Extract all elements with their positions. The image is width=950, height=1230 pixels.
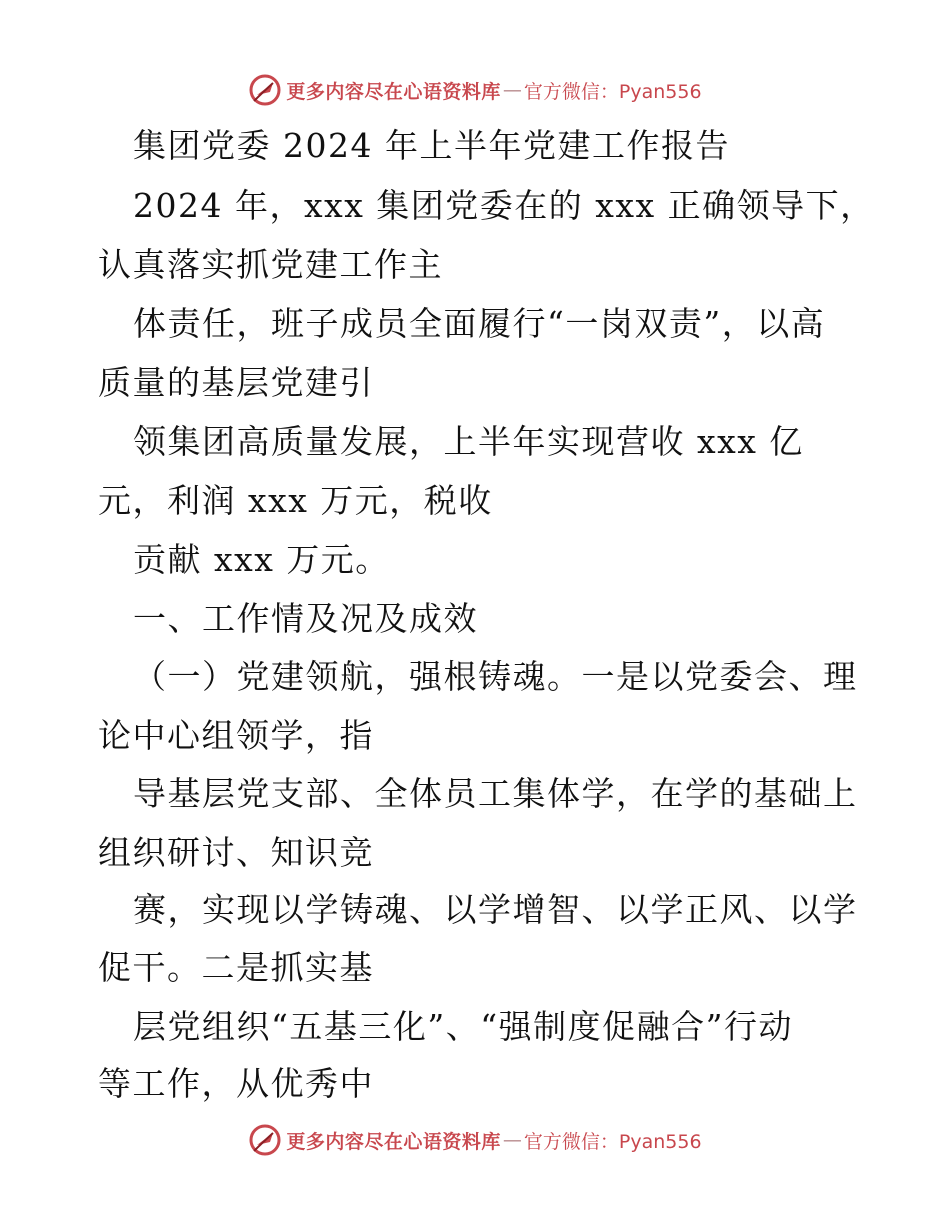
paragraph-line: 促干。二是抓实基 (98, 948, 374, 987)
paragraph-line: （一）党建领航，强根铸魂。一是以党委会、理 (133, 657, 858, 696)
logo-icon (248, 1123, 282, 1157)
banner-wechat: 官方微信：Pyan556 (523, 80, 702, 103)
banner-separator: — (502, 1129, 522, 1151)
banner-separator: — (502, 79, 522, 101)
paragraph-line: 等工作，从优秀中 (98, 1064, 374, 1103)
paragraph-line: 导基层党支部、全体员工集体学，在学的基础上 (133, 774, 858, 813)
paragraph-line: 层党组织“五基三化”、“强制度促融合”行动 (133, 1007, 793, 1046)
paragraph-line: 组织研讨、知识竞 (98, 833, 374, 872)
logo-icon (248, 73, 282, 107)
section-heading: 一、工作情及况及成效 (133, 599, 478, 638)
watermark-banner-bottom (0, 1120, 950, 1160)
paragraph-line: 质量的基层党建引 (98, 363, 374, 402)
banner-text: 更多内容尽在心语资料库 (286, 80, 501, 103)
document-title: 集团党委 2024 年上半年党建工作报告 (133, 126, 730, 165)
paragraph-line: 论中心组领学，指 (98, 716, 374, 755)
watermark-banner-top (0, 70, 950, 110)
paragraph-line: 贡献 xxx 万元。 (133, 540, 390, 579)
paragraph-line: 认真落实抓党建工作主 (98, 245, 443, 284)
paragraph-line: 元，利润 xxx 万元，税收 (98, 481, 493, 520)
paragraph-line: 2024 年，xxx 集团党委在的 xxx 正确领导下， (133, 186, 875, 225)
paragraph-line: 领集团高质量发展，上半年实现营收 xxx 亿 (133, 422, 804, 461)
paragraph-line: 体责任，班子成员全面履行“一岗双责”，以高 (133, 304, 826, 343)
paragraph-line: 赛，实现以学铸魂、以学增智、以学正风、以学 (133, 890, 858, 929)
banner-wechat: 官方微信：Pyan556 (523, 1130, 702, 1153)
banner-text: 更多内容尽在心语资料库 (286, 1130, 501, 1153)
